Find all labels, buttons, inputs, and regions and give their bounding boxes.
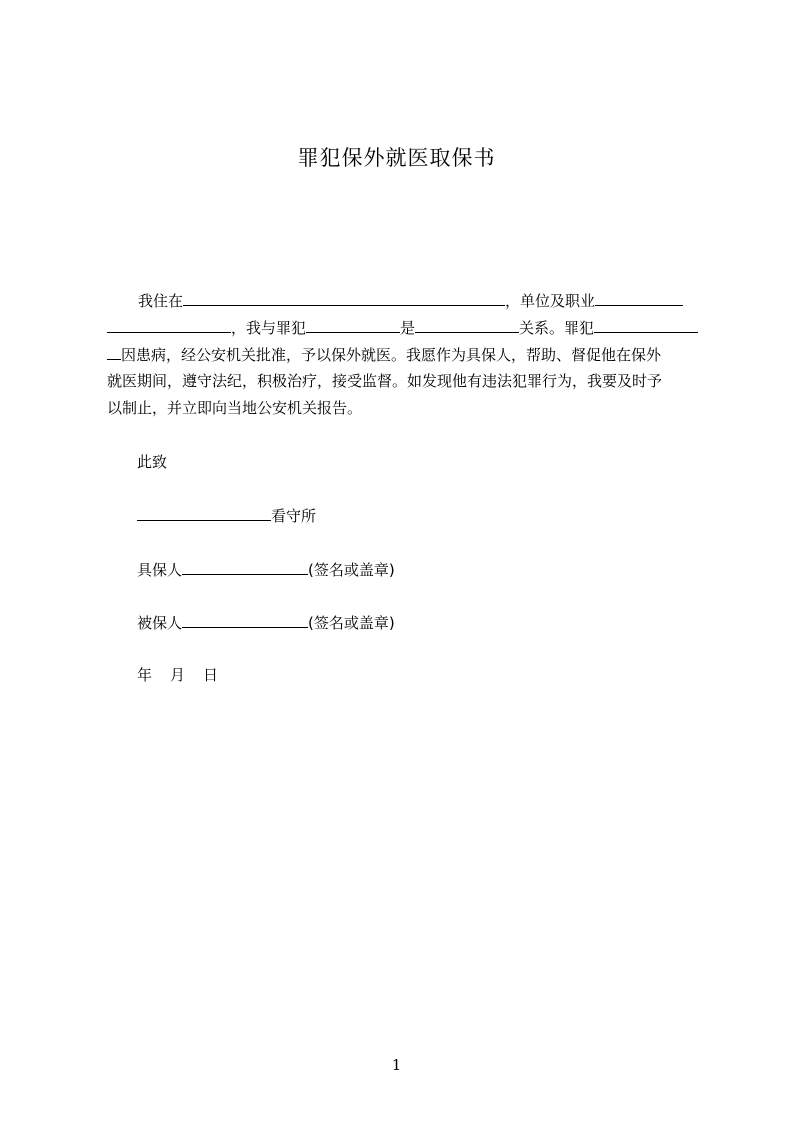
detention-center-blank — [137, 505, 271, 521]
recipient-suffix: 看守所 — [271, 507, 317, 525]
guaranteed-label: 被保人 — [137, 614, 183, 632]
date-line — [137, 665, 218, 685]
date-day: 日 — [203, 666, 219, 684]
occupation-blank — [595, 290, 683, 306]
salutation: 此致 — [137, 453, 168, 471]
prisoner-name-blank-2-cont — [107, 344, 121, 360]
body-line-3 — [107, 344, 661, 365]
recipient-line — [137, 505, 316, 526]
guarantor-line — [137, 559, 395, 580]
relation-suffix: 关系。罪犯 — [519, 319, 595, 337]
body-line-2 — [107, 317, 698, 338]
guaranteed-note: (签名或盖章) — [308, 614, 395, 632]
date-year: 年 — [137, 666, 153, 684]
guaranteed-line — [137, 612, 395, 633]
residence-label: 我住在 — [138, 292, 184, 310]
is-label: 是 — [400, 319, 416, 337]
guarantor-note: (签名或盖章) — [308, 561, 395, 579]
body-text-5: 以制止，并立即向当地公安机关报告。 — [107, 399, 363, 417]
occupation-label: ，单位及职业 — [505, 292, 596, 310]
relation-blank — [415, 317, 519, 333]
body-line-4 — [107, 371, 662, 391]
prisoner-name-blank — [306, 317, 400, 333]
body-line-5 — [107, 398, 362, 418]
body-text-3: 因患病，经公安机关批准，予以保外就医。我愿作为具保人，帮助、督促他在保外 — [121, 346, 662, 364]
body-text-4: 就医期间，遵守法纪，积极治疗，接受监督。如发现他有违法犯罪行为，我要及时予 — [107, 372, 663, 390]
guaranteed-signature-blank — [182, 612, 308, 628]
relation-label: ，我与罪犯 — [231, 319, 307, 337]
residence-blank — [183, 290, 505, 306]
guarantor-signature-blank — [182, 559, 308, 575]
guarantor-label: 具保人 — [137, 561, 183, 579]
body-line-1 — [138, 290, 683, 311]
occupation-blank-cont — [107, 317, 231, 333]
document-title: 罪犯保外就医取保书 — [297, 146, 496, 170]
prisoner-name-blank-2 — [594, 317, 698, 333]
page-number: 1 — [391, 1056, 402, 1074]
date-month: 月 — [170, 666, 186, 684]
